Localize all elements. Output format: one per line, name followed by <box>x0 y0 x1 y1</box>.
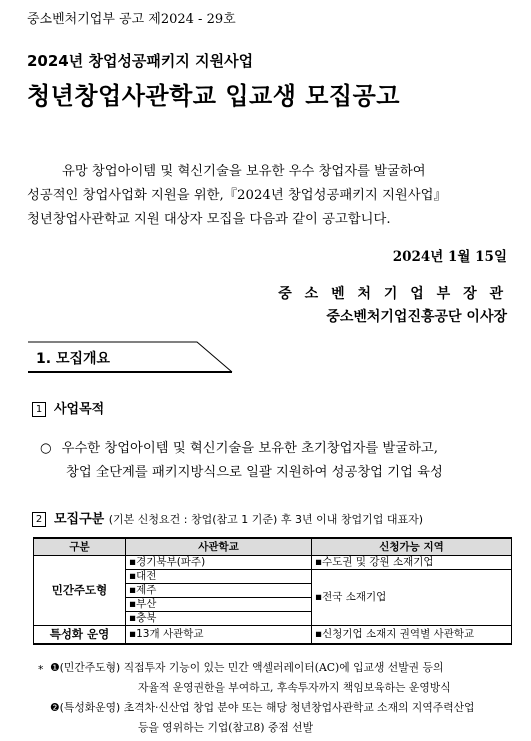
footnote-2-line-2: 등을 영위하는 기업(참고8) 중점 선발 <box>138 721 314 734</box>
section-1-label: 모집개요 <box>55 351 111 367</box>
sub-number-box: 1 <box>32 402 46 417</box>
header-category: 구분 <box>34 538 126 556</box>
footnote-1-line-2: 자율적 운영권한을 부여하고, 후속투자까지 책임보육하는 운영방식 <box>138 681 451 694</box>
school-cell: ▪대전 <box>126 570 312 584</box>
footnote-2 <box>50 700 474 715</box>
footnote-1 <box>50 660 443 675</box>
region-cell: ▪수도권 및 강원 소재기업 <box>312 556 512 570</box>
program-title: 2024년 창업성공패키지 지원사업 <box>27 52 254 70</box>
section-1-number: 1. <box>36 351 52 367</box>
intro-line-2: 성공적인 창업사업화 지원을 위한,『2024년 창업성공패키지 지원사업』 <box>27 188 447 203</box>
table-header-row <box>34 538 512 556</box>
recruit-requirement-note: (기본 신청요건 : 창업(참고 1 기준) 후 3년 이내 창업기업 대표자) <box>108 513 423 526</box>
category-special: 특성화 운영 <box>34 626 126 645</box>
footnote-2-line-1: 초격차·신산업 창업 분야 또는 해당 청년창업사관학교 소재의 지역주력산업 <box>123 701 475 714</box>
footnote-2-label: ❷(특성화운영) <box>50 701 121 714</box>
recruit-table <box>33 537 512 645</box>
footnote-1-line-1: 직접투자 기능이 있는 민간 액셀러레이터(AC)에 입교생 선발권 등의 <box>123 661 444 674</box>
footnote-mark: * <box>38 663 44 676</box>
header-school: 사관학교 <box>126 538 312 556</box>
category-private: 민간주도형 <box>34 556 126 626</box>
school-cell: ▪부산 <box>126 598 312 612</box>
notice-date: 2024년 1월 15일 <box>392 249 507 265</box>
main-title: 청년창업사관학교 입교생 모집공고 <box>27 82 400 110</box>
table-row <box>34 556 512 570</box>
school-cell: ▪13개 사관학교 <box>126 626 312 645</box>
bullet-circle-icon: ○ <box>40 441 52 456</box>
table-row <box>34 626 512 645</box>
sub-title-purpose: 사업목적 <box>54 402 105 417</box>
issuer-agency: 중소벤처기업진흥공단 이사장 <box>326 309 507 325</box>
sub-number-box: 2 <box>32 512 46 527</box>
sub-title-recruit: 모집구분 <box>54 512 105 527</box>
purpose-line-1 <box>40 437 438 456</box>
header-region: 신청가능 지역 <box>312 538 512 556</box>
notice-number: 중소벤처기업부 공고 제2024 - 29호 <box>27 12 236 27</box>
sub-heading-purpose <box>32 398 104 417</box>
purpose-text-1: 우수한 창업아이템 및 혁신기술을 보유한 초기창업자를 발굴하고, <box>61 441 439 456</box>
school-cell: ▪충북 <box>126 612 312 626</box>
region-cell: ▪신청기업 소재지 권역별 사관학교 <box>312 626 512 645</box>
section-1-title <box>36 348 110 368</box>
school-cell: ▪경기북부(파주) <box>126 556 312 570</box>
intro-line-3: 청년창업사관학교 지원 대상자 모집을 다음과 같이 공고합니다. <box>27 212 391 227</box>
school-cell: ▪제주 <box>126 584 312 598</box>
issuer-ministry: 중 소 벤 처 기 업 부 장 관 <box>278 286 507 302</box>
footnote-1-label: ❶(민간주도형) <box>50 661 121 674</box>
sub-heading-recruit <box>32 508 423 527</box>
intro-line-1: 유망 창업아이템 및 혁신기술을 보유한 우수 창업자를 발굴하여 <box>62 164 426 179</box>
purpose-line-2: 창업 全단계를 패키지방식으로 일괄 지원하여 성공창업 기업 육성 <box>66 465 443 480</box>
region-cell: ▪전국 소재기업 <box>312 570 512 626</box>
